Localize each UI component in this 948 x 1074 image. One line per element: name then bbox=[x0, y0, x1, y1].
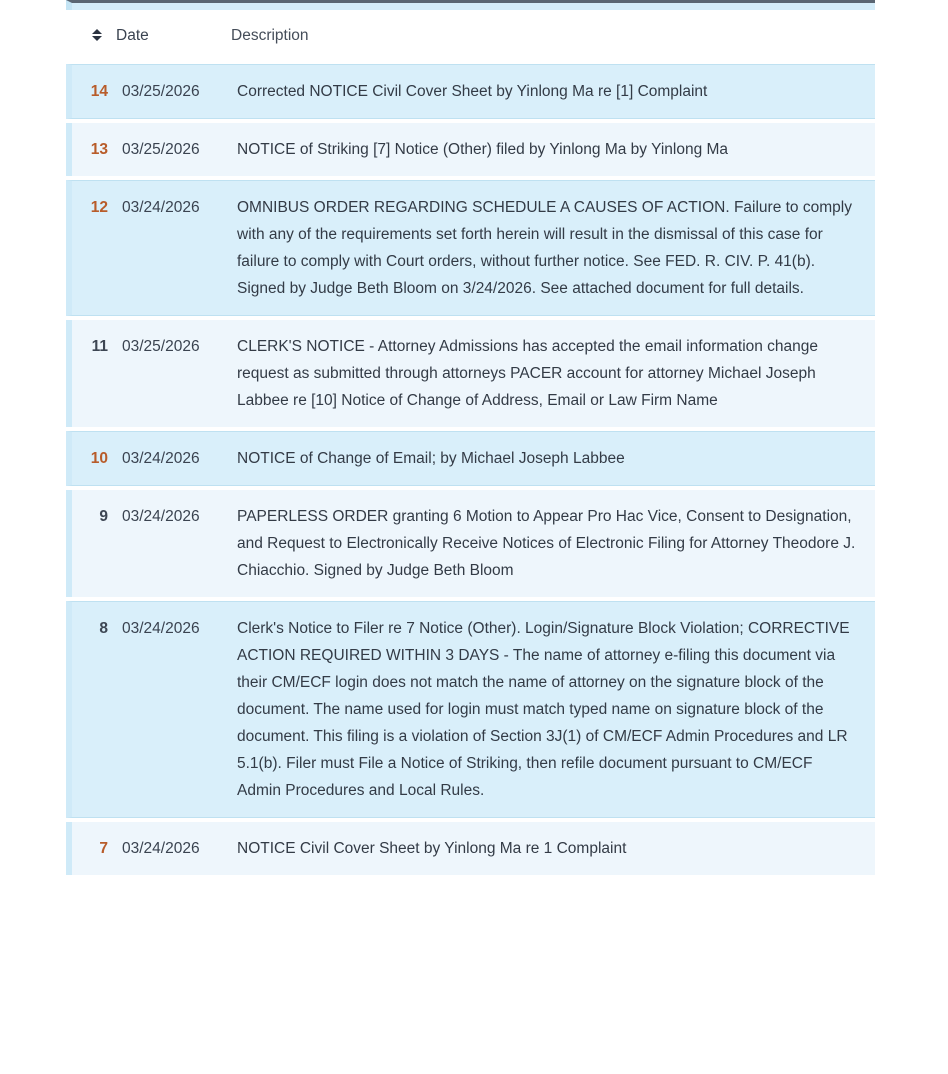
docket-date: 03/25/2026 bbox=[122, 338, 200, 355]
docket-description: OMNIBUS ORDER REGARDING SCHEDULE A CAUSES OF ACTION. Failure to comply with any of the requirements set forth herein will result in the dismissal of this case for failure to comply with Court orders, without further notice. See FED. R. CIV. P. 41(b). Signed by Judge Beth Bloom on 3/24/2026. See attached document for full details. bbox=[237, 199, 852, 297]
docket-number-link[interactable]: 14 bbox=[90, 83, 108, 100]
docket-description: NOTICE of Striking [7] Notice (Other) filed by Yinlong Ma by Yinlong Ma bbox=[237, 141, 729, 158]
docket-date: 03/24/2026 bbox=[122, 450, 200, 467]
docket-row-8 bbox=[66, 601, 875, 818]
docket-description: PAPERLESS ORDER granting 6 Motion to Appear Pro Hac Vice, Consent to Designation, and Request to Electronically Receive Notices of Electronic Filing for Attorney Theodore J. Chiacchio. Signed by Judge Beth Bloom bbox=[237, 508, 856, 579]
docket-row-13 bbox=[66, 123, 875, 176]
docket-number: 8 bbox=[99, 620, 108, 637]
docket-header-row bbox=[66, 10, 875, 60]
header-date-column[interactable]: Date bbox=[116, 26, 149, 44]
docket-date: 03/24/2026 bbox=[122, 199, 200, 216]
docket-row-7 bbox=[66, 822, 875, 875]
docket-date: 03/24/2026 bbox=[122, 620, 200, 637]
docket-number: 11 bbox=[91, 338, 108, 355]
docket-number-link[interactable]: 13 bbox=[90, 141, 108, 158]
sort-down-arrow-icon bbox=[92, 36, 102, 41]
docket-date: 03/25/2026 bbox=[122, 141, 200, 158]
header-number-column[interactable] bbox=[66, 29, 102, 41]
docket-description: NOTICE of Change of Email; by Michael Joseph Labbee bbox=[237, 450, 625, 467]
docket-row-12 bbox=[66, 180, 875, 316]
docket-row-9 bbox=[66, 490, 875, 597]
sort-up-arrow-icon bbox=[92, 29, 102, 34]
partial-row-top bbox=[66, 0, 875, 10]
docket-number-link[interactable]: 10 bbox=[90, 450, 108, 467]
docket-number-link[interactable]: 7 bbox=[99, 840, 108, 857]
docket-date: 03/25/2026 bbox=[122, 83, 200, 100]
docket-date: 03/24/2026 bbox=[122, 508, 200, 525]
docket-description: Corrected NOTICE Civil Cover Sheet by Yinlong Ma re [1] Complaint bbox=[237, 83, 708, 100]
header-description-column[interactable]: Description bbox=[231, 26, 309, 44]
docket-date: 03/24/2026 bbox=[122, 840, 200, 857]
docket-number-link[interactable]: 12 bbox=[90, 199, 108, 216]
docket-number: 9 bbox=[99, 508, 108, 525]
docket-row-10 bbox=[66, 431, 875, 486]
docket-table bbox=[66, 0, 875, 875]
docket-row-14 bbox=[66, 64, 875, 119]
sort-updown-icon[interactable] bbox=[92, 29, 102, 41]
docket-description: CLERK'S NOTICE - Attorney Admissions has accepted the email information change request as submitted through attorneys PACER account for attorney Michael Joseph Labbee re [10] Notice of Change of Address, Email or Law Firm Name bbox=[237, 338, 819, 409]
docket-row-11 bbox=[66, 320, 875, 427]
docket-description: Clerk's Notice to Filer re 7 Notice (Other). Login/Signature Block Violation; CORRECTIVE ACTION REQUIRED WITHIN 3 DAYS - The name of attorney e-filing this document via their CM/ECF login does not match the name of attorney on the signature block of the document. The name used for login must match typed name on signature block of the document. This filing is a violation of Section 3J(1) of CM/ECF Admin Procedures and LR 5.1(b). Filer must File a Notice of Striking, then refile document pursuant to CM/ECF Admin Procedures and Local Rules. bbox=[237, 620, 850, 799]
docket-description: NOTICE Civil Cover Sheet by Yinlong Ma re 1 Complaint bbox=[237, 840, 627, 857]
